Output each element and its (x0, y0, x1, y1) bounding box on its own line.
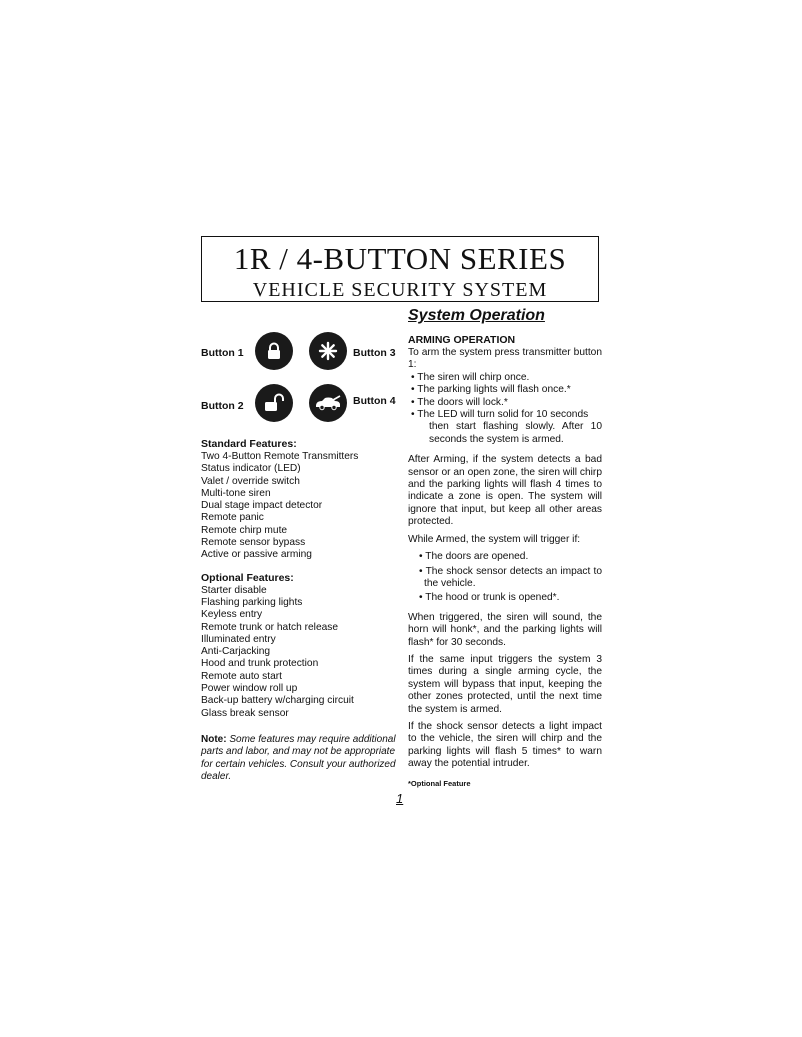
arming-intro: To arm the system press transmitter button 1: (408, 347, 602, 371)
optional-features-list (201, 585, 397, 720)
list-item: Anti-Carjacking (201, 646, 271, 658)
page-title: 1R / 4-BUTTON SERIES (233, 241, 567, 276)
list-item: Remote auto start (201, 670, 282, 682)
list-item: • The doors will lock.* (411, 396, 508, 408)
list-item: Hood and trunk protection (201, 658, 319, 670)
note (201, 734, 397, 784)
list-item: • The hood or trunk is opened*. (419, 592, 560, 604)
section-title: System Operation (408, 307, 545, 324)
button-2-label: Button 2 (201, 400, 244, 412)
after-arming-paragraph: After Arming, if the system detects a bad sensor or an open zone, the siren will chirp and the parking lights will flash 4 times to indicate a zone is open. The system will ignore that input, but keep all other areas protected. (408, 454, 602, 528)
list-item: Flashing parking lights (201, 596, 303, 608)
list-item: Status indicator (LED) (201, 463, 301, 475)
list-item: Remote sensor bypass (201, 537, 306, 549)
note-text: Some features may require additional parts and labor, and may not be appropriate for certain vehicles. Consult your authorized dealer. (201, 733, 396, 783)
list-item: Remote panic (201, 512, 264, 524)
right-column (408, 306, 602, 788)
optional-features-heading: Optional Features: (201, 571, 294, 584)
button-4-label: Button 4 (353, 395, 396, 407)
list-item: • The siren will chirp once. (411, 371, 530, 383)
list-item: Power window roll up (201, 683, 298, 695)
list-item: • The shock sensor detects an impact to the vehicle. (419, 565, 603, 589)
list-item: Two 4-Button Remote Transmitters (201, 451, 359, 462)
arming-steps (408, 372, 602, 446)
list-item: Valet / override switch (201, 475, 300, 487)
button-diagram (201, 328, 397, 438)
same-input-paragraph: If the same input triggers the system 3 times during a single arming cycle, the system will bypass that input, keeping the other zones protected, until the next time the system is armed. (408, 653, 602, 715)
asterisk-icon (309, 332, 347, 370)
list-item: Remote trunk or hatch release (201, 621, 339, 633)
list-item: Glass break sensor (201, 707, 289, 719)
list-item: Keyless entry (201, 609, 263, 621)
note-label: Note: (201, 733, 227, 745)
left-column (201, 328, 397, 784)
standard-features-list (201, 451, 397, 562)
list-item: Illuminated entry (201, 633, 276, 645)
lock-closed-icon (255, 332, 293, 370)
page-number: 1 (396, 791, 404, 806)
list-item: Multi-tone siren (201, 487, 271, 499)
standard-features-heading: Standard Features: (201, 438, 297, 450)
when-triggered-paragraph: When triggered, the siren will sound, the horn will honk*, and the parking lights will flash* for 30 seconds. (408, 611, 602, 648)
shock-light-paragraph: If the shock sensor detects a light impact to the vehicle, the siren will chirp and the parking lights will flash 5 times* to warn away the potential intruder. (408, 720, 602, 770)
car-trunk-icon (309, 384, 347, 422)
page-subtitle: VEHICLE SECURITY SYSTEM (252, 279, 548, 301)
list-item: Active or passive arming (201, 549, 312, 561)
list-item: Starter disable (201, 584, 267, 596)
button-3-label: Button 3 (353, 347, 396, 359)
while-armed-paragraph: While Armed, the system will trigger if: (408, 533, 581, 545)
list-item: • The LED will turn solid for 10 seconds then start flashing slowly. After 10 seconds the system is armed. (411, 409, 602, 445)
trigger-list (408, 551, 602, 605)
arming-heading: ARMING OPERATION (408, 334, 516, 346)
lock-open-icon (255, 384, 293, 422)
optional-feature-footnote: *Optional Feature (408, 778, 471, 788)
list-item: Remote chirp mute (201, 524, 288, 536)
button-1-label: Button 1 (201, 347, 244, 359)
list-item: Back-up battery w/charging circuit (201, 695, 354, 707)
title-box (201, 236, 599, 302)
list-item: • The parking lights will flash once.* (411, 384, 571, 396)
list-item: • The doors are opened. (419, 551, 529, 563)
list-item: Dual stage impact detector (201, 500, 323, 512)
